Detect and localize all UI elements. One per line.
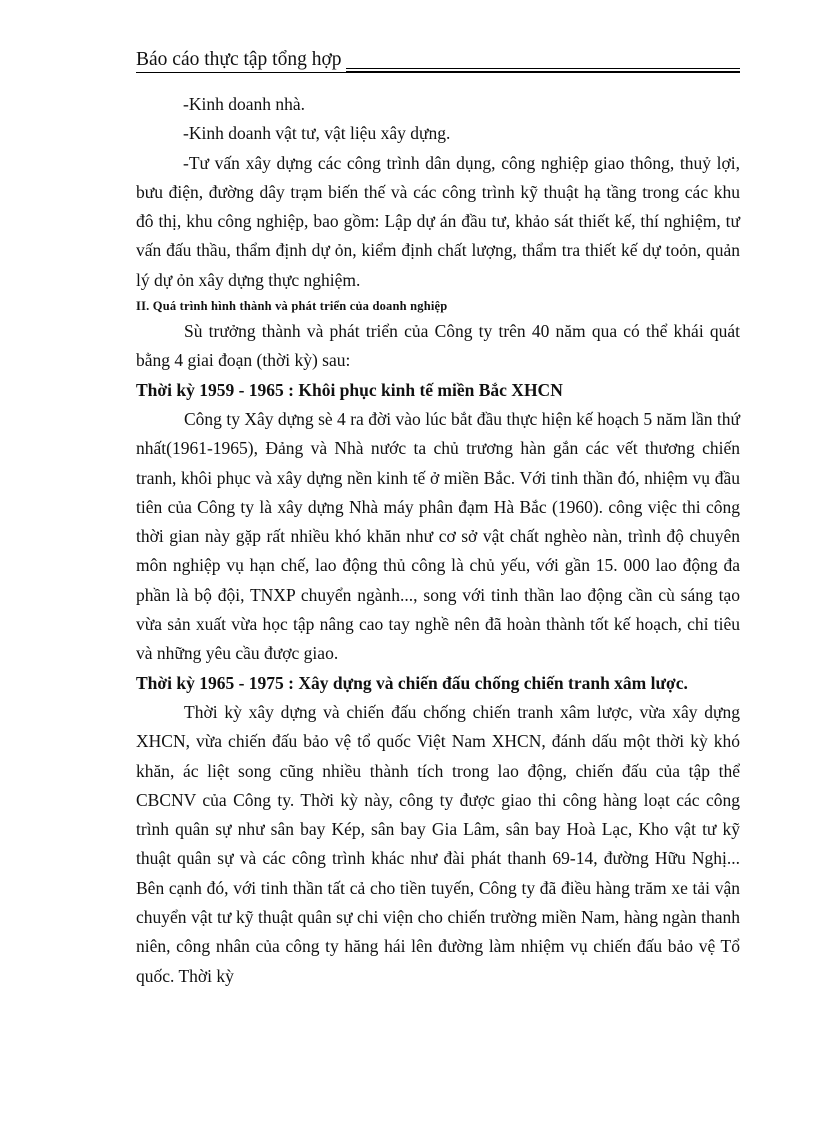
bullet-business-housing: -Kinh doanh nhà. (183, 94, 305, 114)
section-heading: II. Quá trình hình thành và phát triển của doanh nghiệp (136, 299, 448, 314)
bullet-business-materials: -Kinh doanh vật tư, vật liệu xây dựng. (183, 123, 451, 144)
period-2-paragraph: Thời kỳ xây dựng và chiến đấu chống chiến tranh xâm lược, vừa xây dựng XHCN, vừa chiến đấu bảo vệ tổ quốc Việt Nam XHCN, đánh dấu một thời kỳ khó khăn, ác liệt song cũng nhiều thành tích trong lao động, chiến đấu của tập thể CBCNV của Công ty. Thời kỳ này, công ty được giao thi công hàng loạt các công trình quân sự như sân bay Kép, sân bay Gia Lâm, sân bay Hoà Lạc, Kho vật tư kỹ thuật quân sự và các công trình khác như đài phát thanh 69-14, đường Hữu Nghị... Bên cạnh đó, với tinh thần tất cả cho tiền tuyến, Công ty đã điều hàng trăm xe tải vận chuyển vật tư kỹ thuật quân sự chi viện cho chiến trường miền Nam, hàng ngàn thanh niên, công nhân của công ty hăng hái lên đường làm nhiệm vụ chiến đấu bảo vệ Tổ quốc. Thời kỳ (136, 701, 740, 986)
header-title: Báo cáo thực tập tổng hợp (136, 48, 346, 72)
period-1-heading: Thời kỳ 1959 - 1965 : Khôi phục kinh tế miền Bắc XHCN (136, 379, 563, 400)
document-body (136, 90, 740, 991)
period-1-paragraph: Công ty Xây dựng sè 4 ra đời vào lúc bắt đầu thực hiện kế hoạch 5 năm lần thứ nhất(1961-1965), Đảng và Nhà nước ta chủ trương hàn gắn các vết thương chiến tranh, khôi phục và xây dựng nền kinh tế ở miền Bắc. Với tinh thần đó, nhiệm vụ đầu tiên của Công ty là xây dựng Nhà máy phân đạm Hà Bắc (1960). công việc thi công thời gian này gặp rất nhiều khó khăn như cơ sở vật chất nghèo nàn, trình độ chuyên môn nghiệp vụ hạn chế, lao động thủ công là chủ yếu, với gần 15. 000 lao động đa phần là bộ đội, TNXP chuyển ngành..., song với tinh thần lao động cần cù sáng tạo vừa sản xuất vừa học tập nâng cao tay nghề nên đã hoàn thành tốt kế hoạch, chỉ tiêu và những yêu cầu được giao. (136, 408, 740, 664)
page-header (136, 48, 740, 72)
period-2-heading: Thời kỳ 1965 - 1975 : Xây dựng và chiến đấu chống chiến tranh xâm lược. (136, 672, 688, 693)
intro-paragraph: Sù trưởng thành và phát triển của Công ty trên 40 năm qua có thể khái quát bằng 4 giai đoạn (thời kỳ) sau: (136, 321, 740, 371)
bullet-consulting: -Tư vấn xây dựng các công trình dân dụng, công nghiệp giao thông, thuỷ lợi, bưu điện, đường dây trạm biến thế và các công trình kỹ thuật hạ tầng trong các khu đô thị, khu công nghiệp, bao gồm: Lập dự án đầu tư, khảo sát thiết kế, thí nghiệm, tư vấn đấu thầu, thẩm định dự ỏn, kiểm định chất lượng, thẩm tra thiết kế dự toỏn, quản lý dự ỏn xây dựng thực nghiệm. (136, 152, 740, 290)
